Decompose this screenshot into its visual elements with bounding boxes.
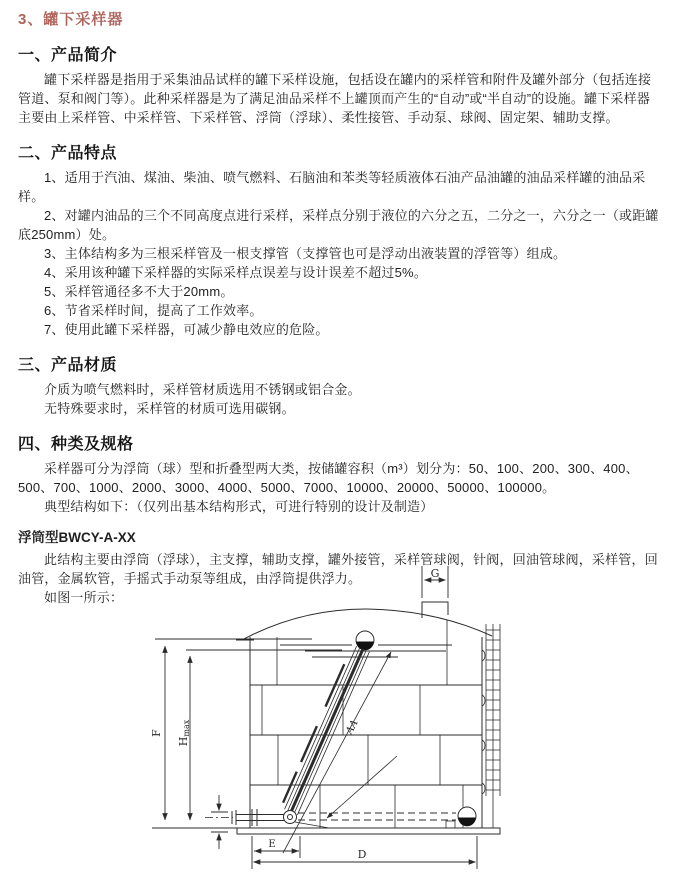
foundation-slab: [237, 828, 500, 834]
section-intro: [0, 42, 673, 127]
section-features: [0, 140, 673, 339]
dim-label-Hmax: Hmax: [177, 719, 191, 747]
feature-item: 6、节省采样时间，提高了工作效率。: [44, 303, 263, 318]
page-title: 3、罐下采样器: [18, 11, 124, 28]
section-specs: [0, 431, 673, 516]
dimension-lines: [165, 566, 477, 869]
material-line: 介质为喷气燃料时，采样管材质选用不锈钢或铝合金。: [44, 382, 361, 397]
figure-caption: 如图一所示：: [44, 590, 124, 605]
level-reference-lines: [155, 639, 342, 650]
pipe-flanges: [232, 809, 257, 826]
dim-E: [254, 836, 300, 858]
section-label-AA: AA: [344, 718, 361, 737]
feature-item: 1、适用于汽油、煤油、柴油、喷气燃料、石脑油和苯类等轻质液体石油产品油罐的油品采样罐的油品采样。: [18, 170, 646, 204]
model-name: 浮筒型BWCY-A-XX: [18, 530, 136, 545]
ladder: [482, 624, 500, 828]
section-heading-intro: 一、产品简介: [18, 47, 118, 64]
material-line: 无特殊要求时，采样管的材质可选用碳钢。: [44, 401, 295, 416]
dim-label-E: E: [268, 839, 276, 850]
model-description: 此结构主要由浮筒（浮球），主支撑，辅助支撑，罐外接管，采样管球阀，针阀，回油管球阀，采样管，回油管，金属软管，手摇式手动泵等组成，由浮筒提供浮力。: [18, 552, 658, 586]
feature-item: 5、采样管通径多不大于20mm。: [44, 284, 234, 299]
figure-tank-diagram: [150, 556, 673, 878]
dim-label-D: D: [357, 848, 367, 861]
dim-label-G: G: [430, 567, 440, 580]
feature-item: 4、采用该种罐下采样器的实际采样点误差与设计误差不超过5%。: [44, 265, 428, 280]
intro-paragraph: 罐下采样器是指用于采集油品试样的罐下采样设施，包括设在罐内的采样管和附件及罐外部分（包括连接管道、泵和阀门等）。此种采样器是为了满足油品采样不上罐顶而产生的“自动”或“半自动”的设施。罐下采样器主要由上采样管、中采样管、下采样管、浮筒（浮球）、柔性接管、手动泵、球阀、固定架、辅助支撑。: [18, 72, 652, 125]
roof-nozzle: [422, 602, 448, 618]
dim-label-F: F: [150, 729, 163, 737]
elbow-joint: [284, 811, 297, 824]
specs-paragraph: 采样器可分为浮筒（球）型和折叠型两大类，按储罐容积（m³）划分为：50、100、200、300、400、500、700、1000、2000、3000、4000、5000、7000、10000、20000、50000、100000。: [18, 461, 639, 495]
section-material: [0, 352, 673, 418]
feature-item: 7、使用此罐下采样器，可减少静电效应的危险。: [44, 322, 329, 337]
return-pipe-fitting: [446, 821, 455, 828]
dim-outlet-height: [211, 795, 228, 849]
tank-course-lines: [250, 685, 482, 785]
specs-note: 典型结构如下：（仅列出基本结构形式，可进行特别的设计及制造）: [44, 499, 434, 514]
section-heading-specs: 四、种类及规格: [18, 436, 134, 453]
bottom-float-ball-fill: [458, 818, 476, 827]
section-heading-features: 二、产品特点: [18, 145, 118, 162]
tank-sampler-drawing: [150, 556, 673, 878]
feature-item: 2、对罐内油品的三个不同高度点进行采样，采样点分别于液位的六分之五，二分之一，六分之一（或距罐底250mm）处。: [18, 208, 659, 242]
feature-item: 3、主体结构多为三根采样管及一根支撑管（支撑管也可是浮动出液装置的浮管等）组成。: [44, 246, 567, 261]
section-heading-material: 三、产品材质: [18, 357, 118, 374]
return-pipe-dashed: [298, 813, 456, 820]
